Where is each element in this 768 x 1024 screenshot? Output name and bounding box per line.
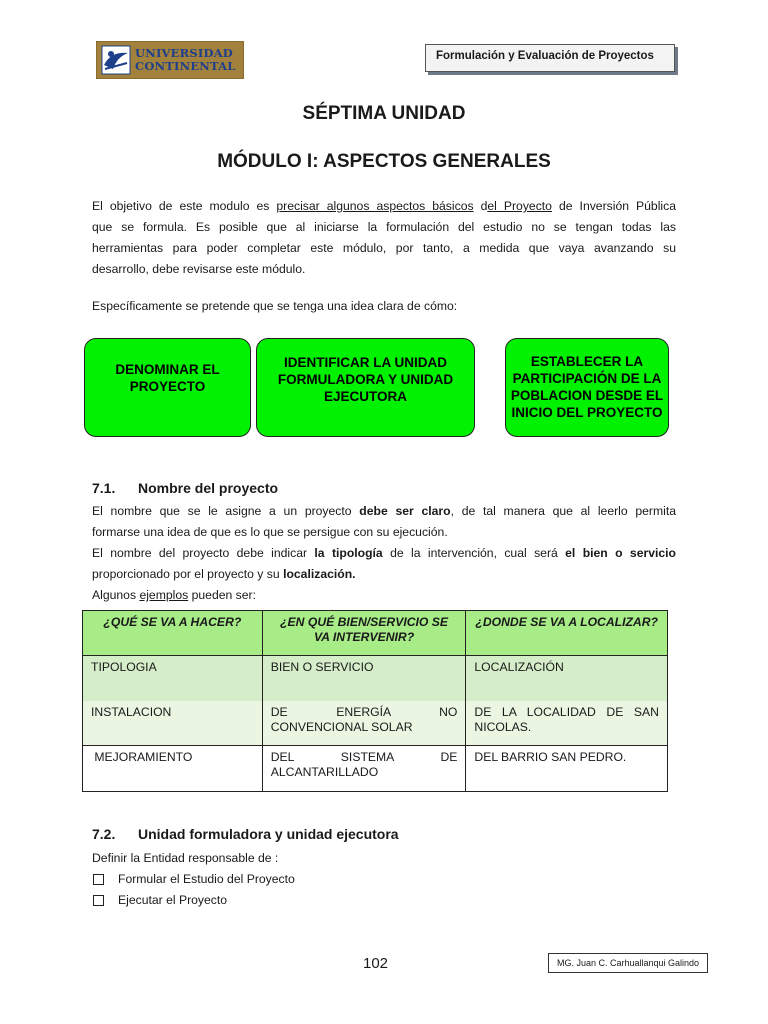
table-header-cell: ¿EN QUÉ BIEN/SERVICIO SE VA INTERVENIR? (262, 611, 466, 656)
table-cell: DEL SISTEMA DE ALCANTARILLADO (262, 746, 466, 792)
module-title: MÓDULO I: ASPECTOS GENERALES (217, 151, 551, 172)
checkbox-bullet-icon (93, 874, 104, 885)
intro-line-3: herramientas para poder completar este módulo, por tanto, a medida que vaya avanzando su (92, 241, 676, 255)
s71-paragraph-2: El nombre del proyecto debe indicar la tipología de la intervención, cual será el bien o servicio proporcionado por el proyecto y su localización. (92, 546, 676, 581)
intro-line-1: El objetivo de este modulo es precisar algunos aspectos básicos del Proyecto de Inversión Pública (92, 199, 676, 213)
table-cell: LOCALIZACIÓN (466, 656, 668, 701)
author-box: MG. Juan C. Carhuallanqui Galindo (548, 953, 708, 973)
table-header-row (83, 611, 668, 656)
table-cell: TIPOLOGIA (83, 656, 263, 701)
university-emblem-icon (101, 45, 131, 75)
objective-box-identificar: IDENTIFICAR LA UNIDAD FORMULADORA Y UNIDAD EJECUTORA (256, 338, 475, 437)
section-7-1-heading (92, 480, 278, 496)
unit-title: SÉPTIMA UNIDAD (302, 103, 466, 124)
section-number: 7.1. (92, 480, 116, 496)
list-item: Ejecutar el Proyecto (92, 893, 227, 907)
intro-line-4: desarrollo, debe revisarse este módulo. (92, 262, 306, 276)
university-logo (96, 41, 244, 79)
checkbox-bullet-icon (93, 895, 104, 906)
s71-paragraph-3: Algunos ejemplos pueden ser: (92, 588, 256, 602)
logo-line-1: UNIVERSIDAD (135, 46, 233, 60)
objective-box-establecer: ESTABLECER LA PARTICIPACIÓN DE LA POBLACION DESDE EL INICIO DEL PROYECTO (505, 338, 669, 437)
table-header-cell: ¿QUÉ SE VA A HACER? (83, 611, 263, 656)
examples-table (82, 610, 668, 792)
table-cell: DE LA LOCALIDAD DE SAN NICOLAS. (466, 701, 668, 746)
section-title: Nombre del proyecto (138, 480, 279, 496)
s72-intro: Definir la Entidad responsable de : (92, 851, 279, 865)
table-row (83, 701, 668, 746)
table-cell: MEJORAMIENTO (83, 746, 263, 792)
specific-text: Específicamente se pretende que se tenga una idea clara de cómo: (92, 299, 458, 313)
logo-line-2: CONTINENTAL (135, 59, 236, 73)
course-title-box: Formulación y Evaluación de Proyectos (425, 44, 675, 72)
list-item: Formular el Estudio del Proyecto (92, 872, 295, 886)
section-title: Unidad formuladora y unidad ejecutora (138, 826, 399, 842)
intro-paragraph (92, 196, 676, 280)
table-cell: DEL BARRIO SAN PEDRO. (466, 746, 668, 792)
table-row (83, 656, 668, 701)
table-cell: DE ENERGÍA NO CONVENCIONAL SOLAR (262, 701, 466, 746)
section-7-2-heading (92, 826, 399, 842)
table-row (83, 746, 668, 792)
objective-box-denominar: DENOMINAR EL PROYECTO (84, 338, 251, 437)
intro-line-2: que se formula. Es posible que al iniciarse la formulación del estudio no se tengan todas las (92, 220, 676, 234)
s71-paragraph-1: El nombre que se le asigne a un proyecto debe ser claro, de tal manera que al leerlo permita formarse una idea de que es lo que se persigue con su ejecución. (92, 504, 676, 539)
table-cell: BIEN O SERVICIO (262, 656, 466, 701)
page-number: 102 (363, 955, 389, 972)
section-number: 7.2. (92, 826, 116, 842)
table-header-cell: ¿DONDE SE VA A LOCALIZAR? (466, 611, 668, 656)
table-cell: INSTALACION (83, 701, 263, 746)
